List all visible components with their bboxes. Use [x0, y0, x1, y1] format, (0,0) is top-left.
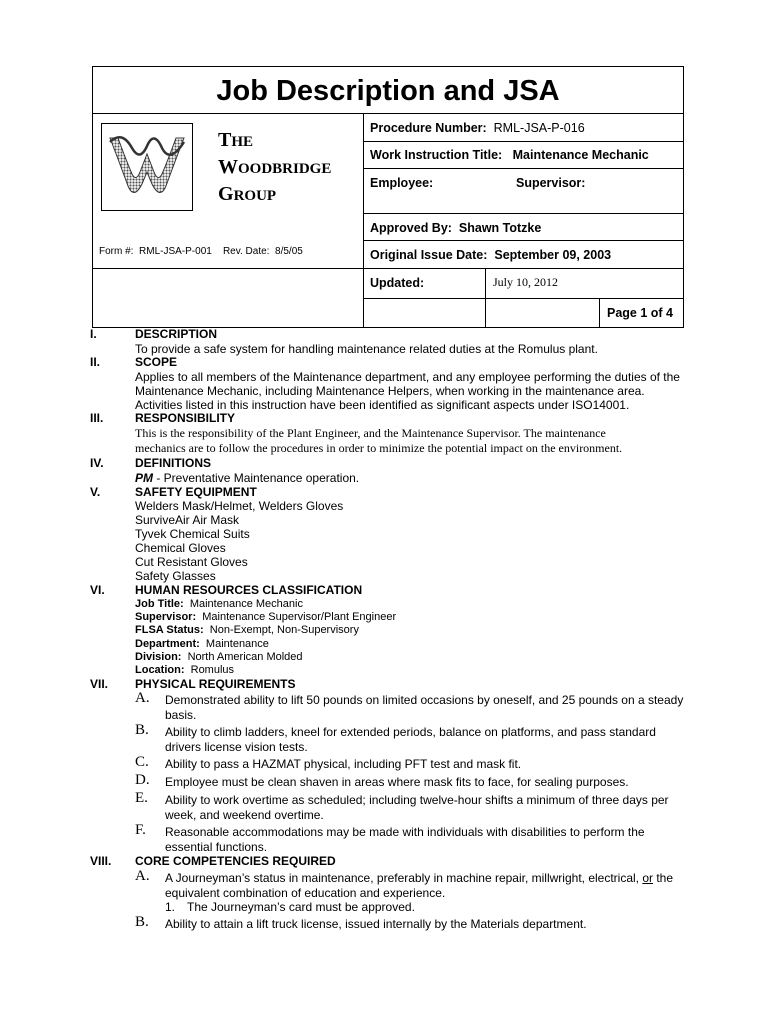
employee-label: Employee: [370, 176, 434, 190]
company-logo [101, 123, 193, 211]
hr-row: Job Title: Maintenance Mechanic [135, 598, 303, 610]
equipment-item: Safety Glasses [135, 569, 216, 583]
hr-row: Department: Maintenance [135, 638, 269, 650]
row-divider [363, 141, 684, 142]
row-divider [363, 213, 684, 214]
hr-row: Division: North American Molded [135, 651, 303, 663]
row-divider [363, 168, 684, 169]
row-divider [363, 240, 684, 241]
col-divider [599, 298, 600, 328]
updated-value: July 10, 2012 [493, 275, 559, 289]
hr-row: Supervisor: Maintenance Supervisor/Plant Engineer [135, 611, 397, 623]
form-number-line: Form #: RML-JSA-P-001 Rev. Date: 8/5/05 [99, 246, 303, 257]
equipment-item: SurviveAir Air Mask [135, 513, 240, 527]
hr-row: FLSA Status: Non-Exempt, Non-Supervisory [135, 624, 359, 636]
wave-logo-icon [102, 124, 192, 210]
supervisor-label: Supervisor: [516, 176, 586, 190]
company-name: THE WOODBRIDGE GROUP [218, 129, 332, 205]
equipment-item: Chemical Gloves [135, 541, 226, 555]
hr-row: Location: Romulus [135, 664, 235, 676]
approved-by: Approved By: Shawn Totzke [370, 221, 542, 235]
row-divider [363, 298, 684, 299]
procedure-number: Procedure Number: RML-JSA-P-016 [370, 121, 585, 135]
work-instruction-title: Work Instruction Title: Maintenance Mechanic [370, 148, 649, 162]
row-divider [92, 268, 684, 269]
page-number: Page 1 of 4 [607, 306, 673, 320]
original-issue-date: Original Issue Date: September 09, 2003 [370, 248, 612, 262]
equipment-item: Tyvek Chemical Suits [135, 527, 250, 541]
equipment-item: Cut Resistant Gloves [135, 555, 248, 569]
updated-label: Updated: [370, 276, 425, 290]
equipment-item: Welders Mask/Helmet, Welders Gloves [135, 499, 344, 513]
col-divider [485, 268, 486, 328]
page-title: Job Description and JSA [216, 75, 560, 107]
document-page: Job Description and JSA THE WOODBRIDGE GROUP Form #: RML-JSA-P-001 Rev. Date: 8/5/05 Procedure Number: RML-JSA-P-016 Work Instruction Title: Maintenance Mechanic Employee: Supervisor: Approved By: Shawn Totzke Original Issue Date: September 09, 2003 Updated: July 10, 2012 Page 1 of 4 I. DESCRIPTION To provide a safe system for handling maintenance related duties at the Romulus plant. II. SCOPE Applies to all members of the Maintenance department, and any employee performing the duties of the Maintenance Mechanic, including Maintenance Helpers, when working in the maintenance area. Activities listed in this instruction have been identified as significant aspects under ISO14001. III. RESPONSIBILITY This is the responsibility of the Plant Engineer, and the Maintenance Supervisor. The maintenance mechanics are to follow the procedures in order to minimize the potential impact on the environment. IV. DEFINITIONS PM - Preventative Maintenance operation. V. SAFETY EQUIPMENT Welders Mask/Helmet, Welders Gloves SurviveAir Air Mask Tyvek Chemical Suits Chemical Gloves Cut Resistant Gloves Safety Glasses VI. HUMAN RESOURCES CLASSIFICATION Job Title: Maintenance Mechanic Supervisor: Maintenance Supervisor/Plant Engineer FLSA Status: Non-Exempt, Non-Supervisory Department: Maintenance Division: North American Molded Location: Romulus VII. PHYSICAL REQUIREMENTS A. Demonstrated ability to lift 50 pounds on limited occasions by oneself, and 25 pounds on a steady basis. B. Ability to climb ladders, kneel for extended periods, balance on platforms, and pass standard drivers license vision tests. C. Ability to pass a HAZMAT physical, including PFT test and mask fit. D. Employee must be clean shaven in areas where mask fits to face, for sealing purposes. E. Ability to work overtime as scheduled; including twelve-hour shifts a minimum of three days per week, and weekend overtime. F. Reasonable accommodations may be made with individuals with disabilities to perform the essential functions. VIII. CORE COMPETENCIES REQUIRED A. A Journeyman’s status in maintenance, preferably in machine repair, millwright, electrical, or the equivalent combination of education and experience. 1. The Journeyman’s card must be approved. B. Ability to attain a lift truck license, issued internally by the Materials department. [0, 0, 768, 1024]
header-split [363, 113, 364, 328]
